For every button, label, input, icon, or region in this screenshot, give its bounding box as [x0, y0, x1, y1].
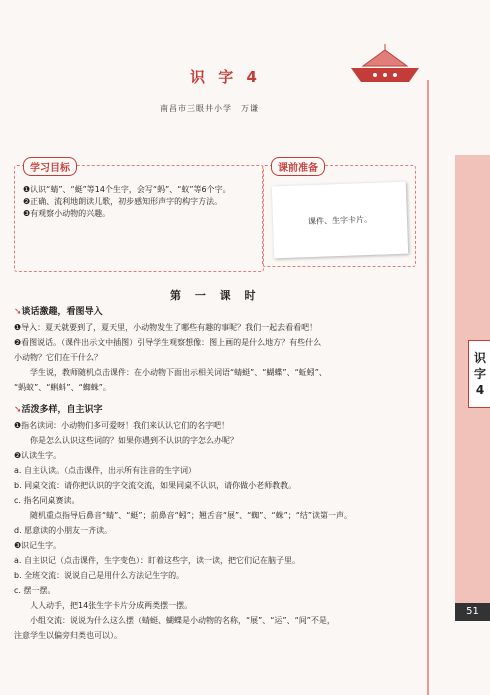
side-tab-char: 4	[475, 383, 485, 397]
side-tab-char: 识	[473, 351, 486, 365]
section-icon: ➘	[14, 307, 22, 317]
lesson-title: 第 一 课 时	[170, 289, 261, 302]
ship-icon	[345, 42, 425, 92]
text-line: a. 自主认读。（点击课件，出示所有注音的生字词）	[14, 466, 196, 475]
text-line: d. 愿意读的小朋友一齐读。	[14, 526, 113, 535]
section-heading: ➘活泼多样，自主识字	[14, 405, 103, 415]
prep-card: 课件、生字卡片。	[272, 182, 408, 259]
goal-item: ❸有观察小动物的兴趣。	[23, 209, 111, 218]
text-line: ❸识记生字。	[14, 541, 62, 550]
text-line: 注意学生以偏旁归类也可以）。	[14, 631, 122, 640]
goal-item: ❷正确、流利地朗读儿歌，初步感知形声字的构字方法。	[23, 197, 223, 206]
goal-item: ❶认识“蜻”、“蜓”等14个生字，会写“蚂”、“蚁”等6个字。	[23, 185, 231, 194]
text-line: ❷看图说话。（课件出示文中插图）引导学生观察想像：图上画的是什么地方？有些什么	[14, 338, 322, 347]
text-line: b. 全班交流：说说自己是用什么方法记生字的。	[14, 571, 185, 580]
text-line: “蚂蚁”、“蝌蚪”、“蜘蛛”。	[14, 383, 111, 392]
goals-tag: 学习目标	[23, 157, 77, 176]
goals-list	[23, 184, 255, 220]
author-line: 南昌市三眼井小学 万谦	[160, 104, 259, 113]
section-heading: ➘谈话激趣，看图导入	[14, 307, 103, 317]
text-line: 人人动手，把14张生字卡片分成两类摆一摆。	[30, 601, 193, 610]
text-line: 随机重点指导后鼻音“蜻”、“蜓”；前鼻音“蚓”；翘舌音“展”、“蜘”、“蛛”；“结”读第一声。	[30, 511, 353, 520]
text-line: c. 摆一摆。	[14, 586, 56, 595]
goals-box	[14, 165, 264, 272]
text-line: b. 同桌交流：请你把认识的字交流交流，如果同桌不认识，请你做小老师教教。	[14, 481, 297, 490]
text-line: 你是怎么认识这些词的？如果你遇到不认识的字怎么办呢？	[30, 436, 238, 445]
side-tab-char: 字	[473, 367, 486, 381]
text-line: c. 指名同桌赛读。	[14, 496, 80, 505]
page-number: 51	[455, 603, 490, 621]
page-title: 识 字 4	[190, 68, 261, 86]
text-line: 学生说，教师随机点击课件：在小动物下面出示相关词语“蜻蜓”、“蝴蝶”、“蚯蚓”、	[30, 368, 327, 377]
prep-tag: 课前准备	[271, 157, 325, 176]
lesson-body	[14, 305, 434, 643]
text-line: ❷认读生字。	[14, 451, 62, 460]
text-line: ❶导入：夏天就要到了，夏天里，小动物发生了哪些有趣的事呢？我们一起去看看吧！	[14, 323, 318, 332]
text-line: 小动物？它们在干什么？	[14, 353, 102, 362]
text-line: ❶指名读词：小动物们多可爱呀！我们来认认它们的名字吧！	[14, 421, 230, 430]
side-tab	[468, 340, 490, 408]
text-line: 小组交流：说说为什么这么摆（蜻蜓、蝴蝶是小动物的名称，“展”、“运”、“间”不是，	[30, 616, 335, 625]
section-icon: ➘	[14, 405, 22, 415]
text-line: a. 自主识记（点击课件，生字变色）：盯着这些字，读一读，把它们记在脑子里。	[14, 556, 300, 565]
prep-box	[262, 165, 416, 267]
